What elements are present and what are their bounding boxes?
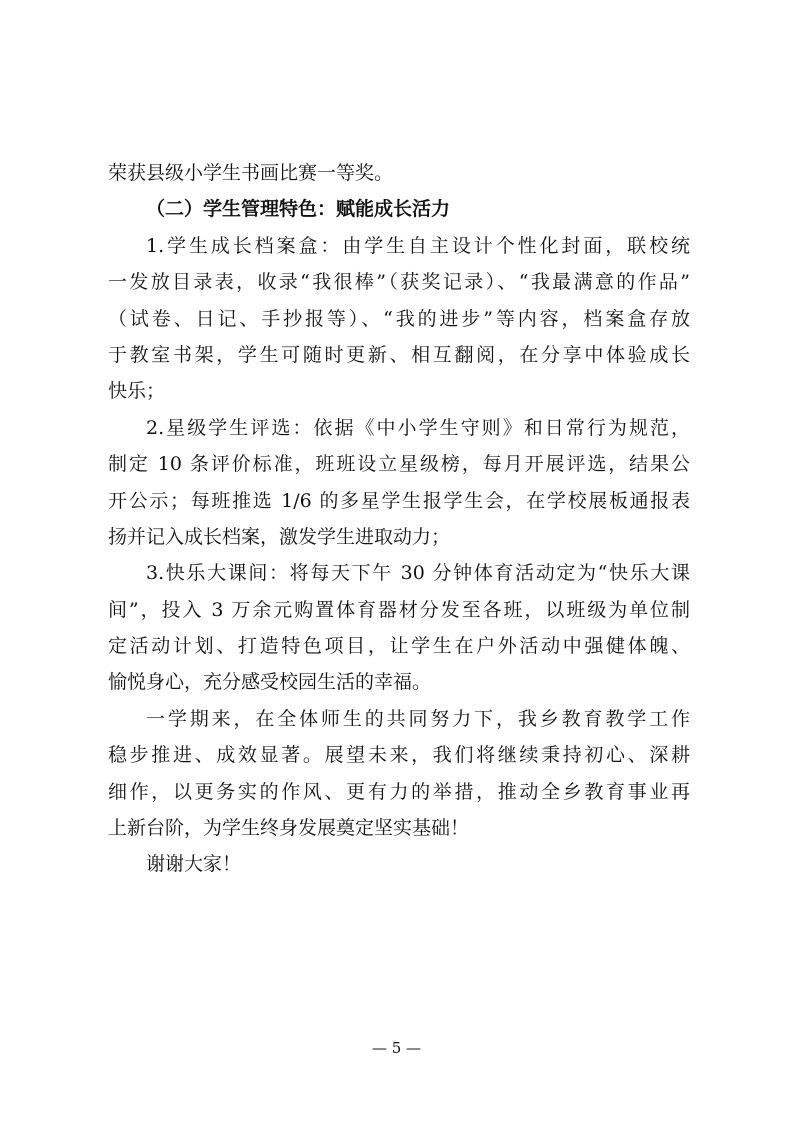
paragraph-line: 一学期来，在全体师生的共同努力下，我乡教育教学工作 [146,707,690,730]
paragraph-line: 一发放目录表，收录“我很棒”（获奖记录）、“我最满意的作品” [108,271,690,294]
paragraph-line: 3.快乐大课间：将每天下午 30 分钟体育活动定为“快乐大课 [146,562,690,585]
document-body [108,155,690,883]
paragraph-line: 间”，投入 3 万余元购置体育器材分发至各班，以班级为单位制 [108,598,690,621]
paragraph-line: 稳步推进、成效显著。展望未来，我们将继续秉持初心、深耕 [108,744,690,767]
paragraph-line: 愉悦身心，充分感受校园生活的幸福。 [108,671,432,694]
paragraph-line: 荣获县级小学生书画比赛一等奖。 [108,162,394,184]
closing-line: 谢谢大家！ [146,853,242,876]
paragraph-line: 细作，以更务实的作风、更有力的举措，推动全乡教育事业再 [108,780,690,803]
paragraph-line: 扬并记入成长档案，激发学生进取动力； [108,525,451,548]
paragraph-line: 快乐； [108,380,166,403]
page-number: — 5 — [371,1039,422,1057]
paragraph-line: （试卷、日记、手抄报等）、“我的进步”等内容，档案盒存放 [108,307,690,330]
paragraph-line: 上新台阶，为学生终身发展奠定坚实基础！ [108,817,470,840]
paragraph-line: 1.学生成长档案盒：由学生自主设计个性化封面，联校统 [146,234,690,257]
paragraph-line: 制定 10 条评价标准，班班设立星级榜，每月开展评选，结果公 [108,453,690,476]
paragraph-line: 开公示；每班推选 1/6 的多星学生报学生会，在学校展板通报表 [108,489,690,512]
paragraph-line: 于教室书架，学生可随时更新、相互翻阅，在分享中体验成长 [108,343,690,366]
paragraph-line: 2.星级学生评选：依据《中小学生守则》和日常行为规范， [146,416,690,439]
paragraph-line: 定活动计划、打造特色项目，让学生在户外活动中强健体魄、 [108,635,690,658]
section-heading: （二）学生管理特色：赋能成长活力 [146,198,451,221]
